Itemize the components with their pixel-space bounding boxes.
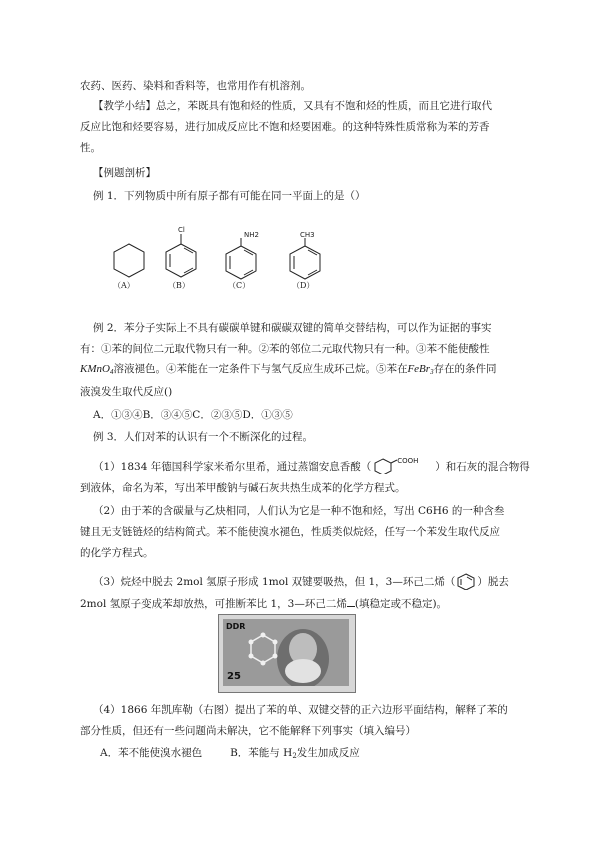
example-3-q2-line-1: （2）由于苯的含碳量与乙炔相同，人们认为它是一种不饱和烃，写出 C6H6 的一种含叁 (93, 505, 505, 517)
answer-blank[interactable] (347, 596, 355, 607)
structure-a-cyclohexane (114, 244, 144, 277)
paragraph-text: 农药、医药、染料和香料等，也常用作有机溶剂。 (80, 80, 311, 92)
summary-line-2: 反应比饱和烃要容易，进行加成反应比不饱和烃要困难。的这种特殊性质常称为苯的芳香 (80, 121, 490, 133)
example-3-q2-line-3: 的化学方程式。 (80, 547, 154, 559)
formula-kmno4: KMnO$_4$ (80, 363, 114, 376)
option-b: B．苯能与 $H_2$发生加成反应 (230, 747, 360, 760)
example-3-q4-line-1: （4）1866 年凯库勒（右图）提出了苯的单、双键交替的正六边形平面结构，解释了苯的 (93, 704, 508, 716)
atom-label-c: NH2 (244, 231, 259, 239)
kekule-stamp-image (218, 614, 356, 693)
option-a: A．苯不能使溴水褪色 (100, 747, 203, 759)
example-2-line-3: KMnO$_4$溶液褪色。④苯能在一定条件下与氢气反应生成环己烷。⑤苯在FeBr$_3$存在的条件同 (80, 363, 497, 376)
example-3-q2-line-2: 键且无支链链烃的结构简式。苯不能使溴水褪色，性质类似烷烃，任写一个苯发生取代反应 (80, 526, 500, 538)
cyclohexadiene-structure (455, 575, 477, 589)
section-heading: 【例题剖析】 (93, 167, 156, 179)
stamp-country: DDR (226, 622, 246, 631)
label-c: （C） (228, 281, 251, 290)
molecule-structures (108, 224, 328, 290)
structure-d-toluene (290, 238, 320, 279)
example-1-question: 例 1．下列物质中所有原子都有可能在同一平面上的是（） (93, 190, 366, 202)
label-a: （A） (113, 281, 135, 290)
label-d: （D） (292, 281, 315, 290)
structure-b-chlorobenzene (166, 234, 196, 277)
example-3-q3-line-2: 2mol 氢原子变成苯却放热，可推断苯比 1，3—环己二烯 (填稳定或不稳定)。 (80, 598, 448, 610)
atom-label-b: Cl (178, 226, 185, 234)
example-3-q4-options (100, 746, 360, 763)
example-3-q3-line-1: （3）烷烃中脱去 2mol 氢原子形成 1mol 双键要吸热，但 1，3—环己二烯（ ）脱去 (93, 576, 509, 588)
structure-c-aniline (226, 238, 256, 279)
summary-line-3: 性。 (80, 142, 101, 154)
summary-line-1: 【教学小结】总之，苯既具有饱和烃的性质，又具有不饱和烃的性质，而且它进行取代 (93, 100, 492, 112)
example-2-line-4: 液溴发生取代反应() (80, 386, 173, 398)
example-3-q1-line-1: （1）1834 年德国科学家米希尔里希，通过蒸馏安息香酸（ COOH ）和石灰的混合物得 (93, 457, 530, 473)
example-3-intro: 例 3．人们对苯的认识有一个不断深化的过程。 (93, 431, 314, 443)
stamp-value: 25 (227, 671, 241, 682)
example-2-line-1: 例 2．苯分子实际上不具有碳碳单键和碳碳双键的简单交替结构，可以作为证据的事实 (93, 322, 492, 334)
atom-label-d: CH3 (300, 231, 315, 239)
example-3-q4-line-2: 部分性质，但还有一些问题尚未解决，它不能解释下列事实（填入编号） (80, 725, 416, 737)
example-3-q1-line-2: 到液体，命名为苯，写出苯甲酸钠与碱石灰共热生成苯的化学方程式。 (80, 482, 406, 494)
benzoic-acid-structure: COOH (371, 460, 435, 474)
label-b: （B） (168, 281, 190, 290)
formula-febr3: FeBr$_3$ (407, 363, 434, 376)
example-2-line-2: 有：①苯的间位二元取代物只有一种。②苯的邻位二元取代物只有一种。③苯不能使酸性 (80, 343, 490, 355)
example-2-options: A．①③④B．③④⑤C．②③⑤D．①③⑤ (93, 409, 293, 421)
